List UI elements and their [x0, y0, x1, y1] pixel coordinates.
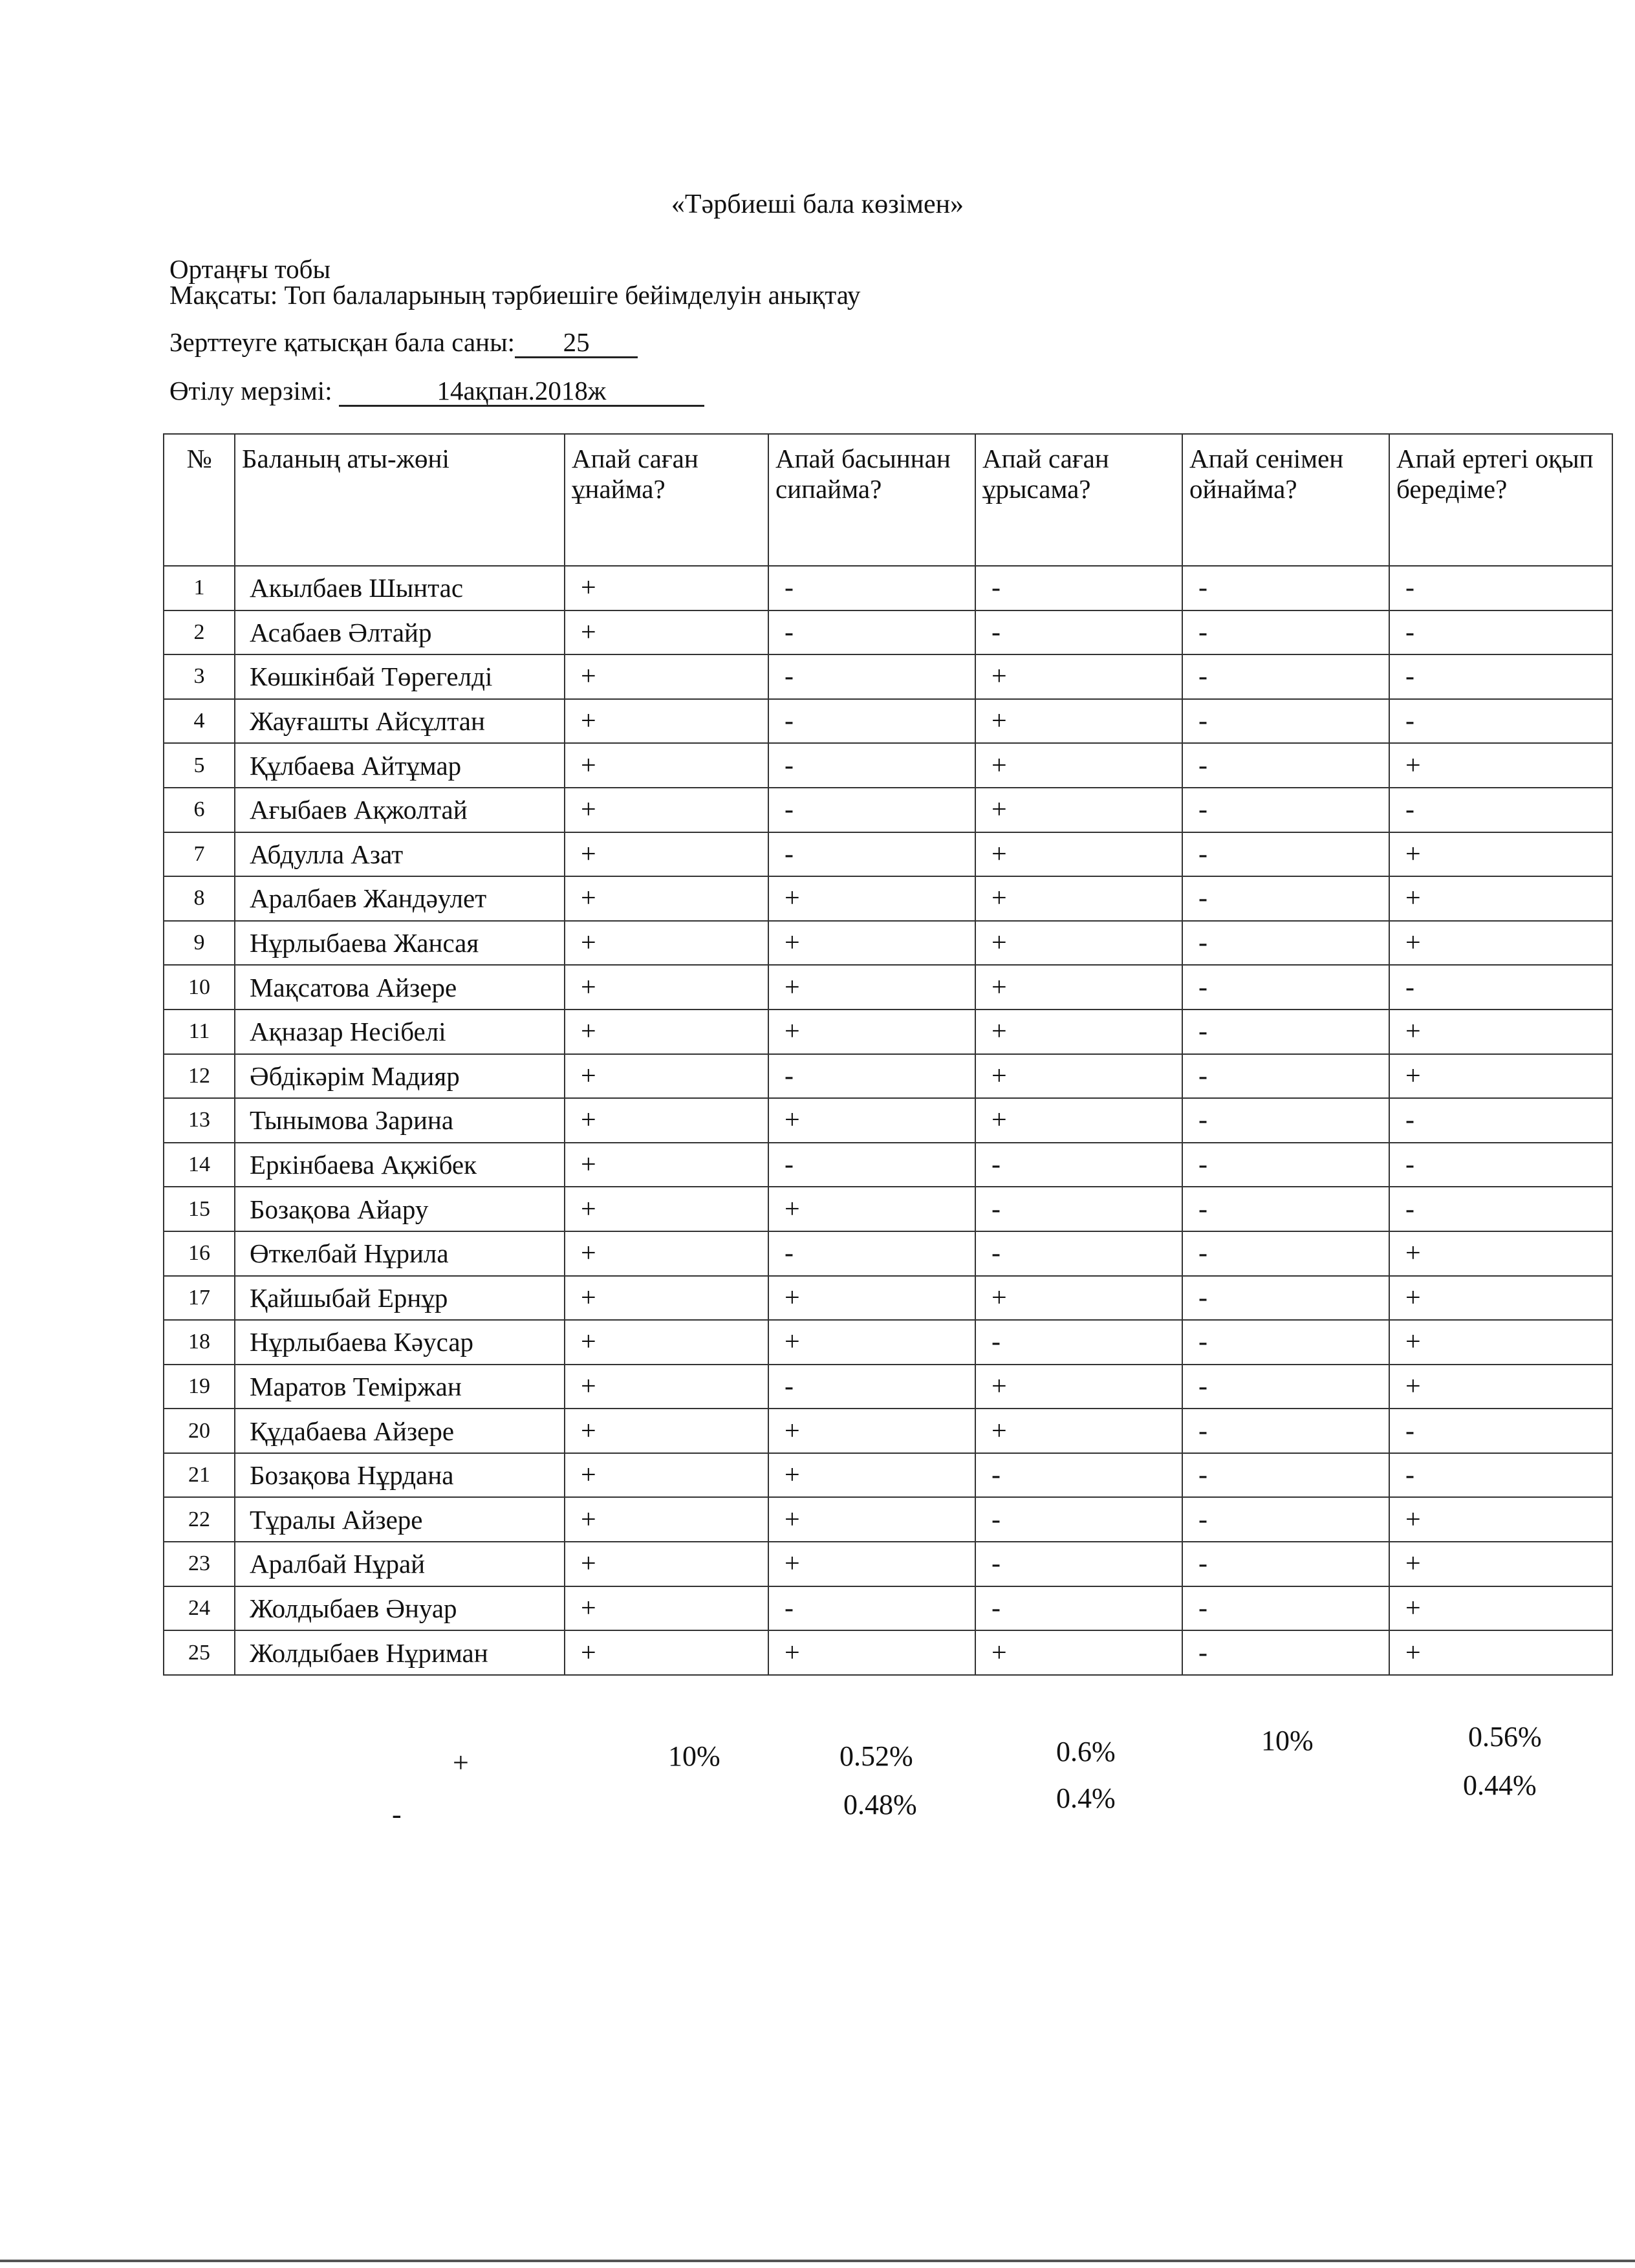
row-number: 11 [164, 1010, 235, 1054]
row-number: 15 [164, 1187, 235, 1231]
header-q2-stroke-head: Апай басыннан сипайма? [768, 434, 975, 566]
answer-q1: + [565, 699, 768, 744]
answer-q5: + [1389, 1630, 1612, 1675]
table-row [164, 743, 1612, 788]
answer-q1: + [565, 1453, 768, 1498]
answer-q2: + [768, 1453, 975, 1498]
summary-minus-q2: 0.48% [843, 1789, 917, 1820]
answer-q1: + [565, 788, 768, 832]
answer-q5: - [1389, 654, 1612, 699]
answer-q3: + [975, 1098, 1182, 1143]
answer-q1: + [565, 1409, 768, 1453]
header-q4-play: Апай сенімен ойнайма? [1182, 434, 1389, 566]
table-row [164, 1365, 1612, 1409]
header-q3-scold: Апай саған ұрысама? [975, 434, 1182, 566]
summary-minus-q3: 0.4% [1056, 1782, 1116, 1814]
row-number: 25 [164, 1630, 235, 1675]
answer-q5: + [1389, 1320, 1612, 1365]
header-child-name: Баланың аты-жөні [235, 434, 565, 566]
answer-q1: + [565, 832, 768, 877]
child-name: Әбдікәрім Мадияр [235, 1054, 565, 1099]
answer-q3: + [975, 1630, 1182, 1675]
answer-q4: - [1182, 1320, 1389, 1365]
answer-q5: + [1389, 1497, 1612, 1542]
table-row [164, 1453, 1612, 1498]
table-row [164, 876, 1612, 921]
answer-q3: + [975, 699, 1182, 744]
answer-q5: + [1389, 1010, 1612, 1054]
answer-q2: - [768, 743, 975, 788]
child-name: Аралбаев Жандәулет [235, 876, 565, 921]
answer-q4: - [1182, 1010, 1389, 1054]
answer-q1: + [565, 921, 768, 966]
answer-q5: + [1389, 876, 1612, 921]
summary-minus-label: - [392, 1798, 402, 1830]
table-row [164, 1054, 1612, 1099]
table-row [164, 788, 1612, 832]
answer-q1: + [565, 1054, 768, 1099]
child-name: Жауғашты Айсұлтан [235, 699, 565, 744]
date-label: Өтілу мерзімі: [169, 376, 332, 405]
table-row [164, 699, 1612, 744]
answer-q2: + [768, 1320, 975, 1365]
answer-q5: - [1389, 1187, 1612, 1231]
answer-q3: + [975, 832, 1182, 877]
summary-minus-q5: 0.44% [1463, 1769, 1537, 1801]
answer-q4: - [1182, 1054, 1389, 1099]
answer-q1: + [565, 1098, 768, 1143]
answer-q4: - [1182, 566, 1389, 610]
header-q5-read-tale: Апай ертегі оқып бередіме? [1389, 434, 1612, 566]
answer-q2: - [768, 654, 975, 699]
scan-edge-line [0, 2260, 1635, 2262]
answer-q4: - [1182, 965, 1389, 1010]
answer-q5: + [1389, 743, 1612, 788]
answer-q3: + [975, 876, 1182, 921]
answer-q3: + [975, 1409, 1182, 1453]
child-name: Тынымова Зарина [235, 1098, 565, 1143]
table-row [164, 921, 1612, 966]
table-row [164, 1542, 1612, 1586]
table-row [164, 610, 1612, 655]
answer-q3: - [975, 1187, 1182, 1231]
answer-q4: - [1182, 1098, 1389, 1143]
answer-q3: + [975, 1365, 1182, 1409]
answer-q3: + [975, 921, 1182, 966]
row-number: 4 [164, 699, 235, 744]
answer-q1: + [565, 1276, 768, 1321]
child-name: Көшкінбай Төрегелді [235, 654, 565, 699]
child-name: Ағыбаев Ақжолтай [235, 788, 565, 832]
answer-q1: + [565, 1497, 768, 1542]
answer-q2: + [768, 921, 975, 966]
answer-q3: + [975, 654, 1182, 699]
answer-q1: + [565, 1143, 768, 1187]
answer-q4: - [1182, 876, 1389, 921]
answer-q3: + [975, 1276, 1182, 1321]
table-header-row [164, 434, 1612, 566]
answer-q3: - [975, 1453, 1182, 1498]
answer-q2: + [768, 1276, 975, 1321]
row-number: 8 [164, 876, 235, 921]
answer-q2: + [768, 1409, 975, 1453]
answer-q2: + [768, 1187, 975, 1231]
row-number: 21 [164, 1453, 235, 1498]
answer-q4: - [1182, 788, 1389, 832]
answer-q3: - [975, 1497, 1182, 1542]
answer-q4: - [1182, 1231, 1389, 1276]
answer-q2: + [768, 1098, 975, 1143]
answer-q2: - [768, 1054, 975, 1099]
child-name: Нұрлыбаева Кәусар [235, 1320, 565, 1365]
header-number: № [164, 434, 235, 566]
table-row [164, 654, 1612, 699]
answer-q2: + [768, 1010, 975, 1054]
answer-q1: + [565, 1231, 768, 1276]
answer-q5: - [1389, 1409, 1612, 1453]
answer-q4: - [1182, 654, 1389, 699]
answer-q3: + [975, 1010, 1182, 1054]
answer-q3: - [975, 1320, 1182, 1365]
answer-q1: + [565, 1320, 768, 1365]
answer-q4: - [1182, 921, 1389, 966]
child-name: Акылбаев Шынтас [235, 566, 565, 610]
answer-q1: + [565, 876, 768, 921]
answer-q5: + [1389, 1276, 1612, 1321]
answer-q1: + [565, 743, 768, 788]
date-value: 14ақпан.2018ж [339, 376, 704, 407]
row-number: 13 [164, 1098, 235, 1143]
table-row [164, 965, 1612, 1010]
child-name: Бозақова Нұрдана [235, 1453, 565, 1498]
answer-q4: - [1182, 1143, 1389, 1187]
answer-q2: - [768, 699, 975, 744]
summary-plus-q2: 0.52% [839, 1740, 913, 1772]
answer-q2: + [768, 1542, 975, 1586]
child-name: Еркінбаева Ақжібек [235, 1143, 565, 1187]
answer-q5: - [1389, 566, 1612, 610]
answer-q3: - [975, 1542, 1182, 1586]
table-row [164, 1143, 1612, 1187]
header-q1-like: Апай саған ұнайма? [565, 434, 768, 566]
goal-line: Мақсаты: Топ балаларының тәрбиешіге бейімделуін анықтау [169, 280, 861, 310]
row-number: 18 [164, 1320, 235, 1365]
answer-q5: + [1389, 1542, 1612, 1586]
participants-line [169, 327, 638, 358]
answer-q5: + [1389, 1586, 1612, 1631]
child-name: Аралбай Нұрай [235, 1542, 565, 1586]
table-row [164, 1320, 1612, 1365]
row-number: 6 [164, 788, 235, 832]
answer-q1: + [565, 1630, 768, 1675]
answer-q4: - [1182, 610, 1389, 655]
answer-q3: - [975, 1231, 1182, 1276]
row-number: 10 [164, 965, 235, 1010]
answer-q5: - [1389, 610, 1612, 655]
answer-q1: + [565, 1542, 768, 1586]
answer-q3: - [975, 610, 1182, 655]
table-row [164, 1497, 1612, 1542]
row-number: 3 [164, 654, 235, 699]
table-row [164, 1586, 1612, 1631]
answer-q2: - [768, 1231, 975, 1276]
participants-value: 25 [515, 328, 638, 358]
row-number: 16 [164, 1231, 235, 1276]
answer-q3: + [975, 743, 1182, 788]
answer-q4: - [1182, 1187, 1389, 1231]
row-number: 20 [164, 1409, 235, 1453]
answer-q5: - [1389, 965, 1612, 1010]
answer-q5: + [1389, 1054, 1612, 1099]
answer-q4: - [1182, 832, 1389, 877]
answer-q5: - [1389, 1098, 1612, 1143]
answer-q2: + [768, 876, 975, 921]
answer-q4: - [1182, 1542, 1389, 1586]
answer-q2: - [768, 1365, 975, 1409]
table-row [164, 1187, 1612, 1231]
answer-q1: + [565, 1365, 768, 1409]
answer-q5: + [1389, 1365, 1612, 1409]
answer-q2: - [768, 1586, 975, 1631]
answer-q4: - [1182, 1497, 1389, 1542]
row-number: 12 [164, 1054, 235, 1099]
answer-q5: - [1389, 1143, 1612, 1187]
child-name: Нұрлыбаева Жансая [235, 921, 565, 966]
summary-plus-q1: 10% [668, 1740, 720, 1772]
participants-label: Зерттеуге қатысқан бала саны: [169, 327, 515, 357]
table-row [164, 1276, 1612, 1321]
summary-plus-q3: 0.6% [1056, 1736, 1116, 1767]
answer-q4: - [1182, 1586, 1389, 1631]
row-number: 24 [164, 1586, 235, 1631]
answer-q2: - [768, 832, 975, 877]
table-row [164, 1098, 1612, 1143]
answer-q2: - [768, 1143, 975, 1187]
row-number: 1 [164, 566, 235, 610]
answer-q5: + [1389, 1231, 1612, 1276]
child-name: Абдулла Азат [235, 832, 565, 877]
row-number: 2 [164, 610, 235, 655]
row-number: 17 [164, 1276, 235, 1321]
answer-q2: + [768, 1630, 975, 1675]
summary-plus-q4: 10% [1261, 1725, 1314, 1756]
row-number: 22 [164, 1497, 235, 1542]
answer-q3: + [975, 1054, 1182, 1099]
child-name: Жолдыбаев Нұриман [235, 1630, 565, 1675]
child-name: Жолдыбаев Әнуар [235, 1586, 565, 1631]
answer-q3: + [975, 788, 1182, 832]
answer-q1: + [565, 1010, 768, 1054]
answer-q5: - [1389, 1453, 1612, 1498]
answer-q2: - [768, 566, 975, 610]
row-number: 19 [164, 1365, 235, 1409]
answer-q2: + [768, 1497, 975, 1542]
answer-q4: - [1182, 1276, 1389, 1321]
row-number: 23 [164, 1542, 235, 1586]
answer-q5: + [1389, 921, 1612, 966]
table-row [164, 1231, 1612, 1276]
answer-q3: - [975, 1143, 1182, 1187]
answer-q1: + [565, 566, 768, 610]
summary-plus-q5: 0.56% [1468, 1721, 1542, 1753]
answer-q3: - [975, 1586, 1182, 1631]
answer-q2: - [768, 610, 975, 655]
answer-q5: - [1389, 699, 1612, 744]
answer-q4: - [1182, 1453, 1389, 1498]
child-name: Қайшыбай Ернұр [235, 1276, 565, 1321]
answer-q1: + [565, 654, 768, 699]
table-row [164, 832, 1612, 877]
answer-q5: - [1389, 788, 1612, 832]
answer-q1: + [565, 610, 768, 655]
child-name: Өткелбай Нұрила [235, 1231, 565, 1276]
answer-q2: - [768, 788, 975, 832]
child-name: Маратов Теміржан [235, 1365, 565, 1409]
date-line [169, 375, 704, 407]
answer-q5: + [1389, 832, 1612, 877]
child-name: Ақназар Несібелі [235, 1010, 565, 1054]
answer-q3: - [975, 566, 1182, 610]
table-row [164, 1630, 1612, 1675]
row-number: 7 [164, 832, 235, 877]
child-name: Асабаев Әлтайр [235, 610, 565, 655]
answer-q4: - [1182, 1409, 1389, 1453]
document-title: «Тәрбиеші бала көзімен» [671, 189, 964, 219]
answer-q1: + [565, 1187, 768, 1231]
answer-q1: + [565, 965, 768, 1010]
row-number: 5 [164, 743, 235, 788]
table-row [164, 1409, 1612, 1453]
answer-q1: + [565, 1586, 768, 1631]
table-row [164, 1010, 1612, 1054]
answer-q4: - [1182, 699, 1389, 744]
child-name: Бозақова Айару [235, 1187, 565, 1231]
child-name: Құдабаева Айзере [235, 1409, 565, 1453]
child-name: Мақсатова Айзере [235, 965, 565, 1010]
child-name: Құлбаева Айтұмар [235, 743, 565, 788]
answer-q4: - [1182, 743, 1389, 788]
answer-q3: + [975, 965, 1182, 1010]
answer-q4: - [1182, 1630, 1389, 1675]
summary-plus-label: + [453, 1747, 469, 1778]
survey-table [163, 433, 1613, 1676]
group-line: Ортаңғы тобы [169, 254, 331, 284]
answer-q2: + [768, 965, 975, 1010]
table-row [164, 566, 1612, 610]
child-name: Тұралы Айзере [235, 1497, 565, 1542]
answer-q4: - [1182, 1365, 1389, 1409]
row-number: 14 [164, 1143, 235, 1187]
row-number: 9 [164, 921, 235, 966]
